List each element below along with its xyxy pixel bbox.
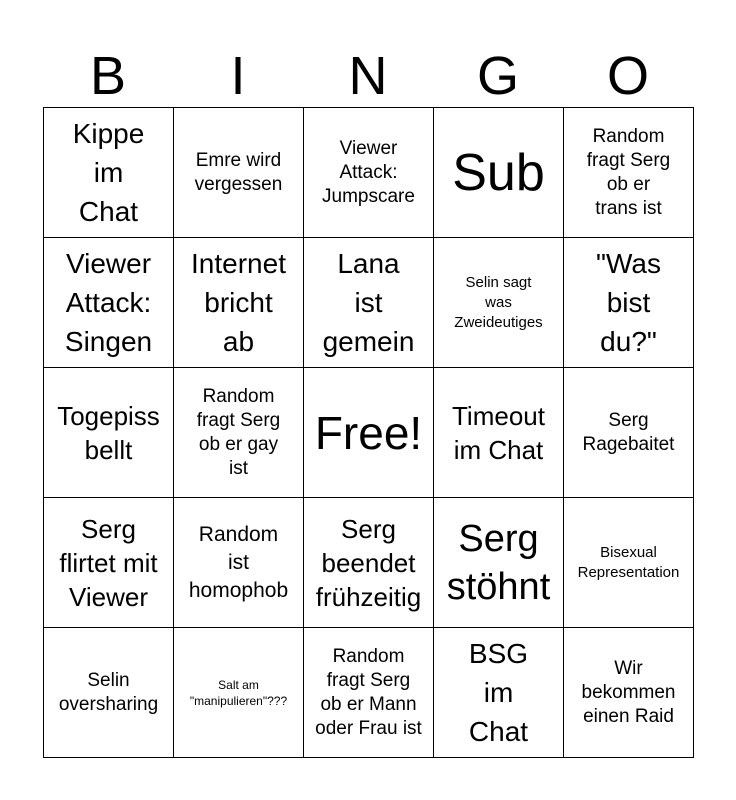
cell-text: Sub <box>452 143 545 202</box>
cell-text: Lana ist gemein <box>322 248 415 357</box>
cell-text: Serg flirtet mit Viewer <box>59 513 158 612</box>
cell-text: Wir bekommen einen Raid <box>581 657 676 727</box>
bingo-board <box>43 107 694 758</box>
bingo-cell free-space[interactable] <box>304 368 434 498</box>
bingo-cell[interactable] <box>44 498 174 628</box>
cell-text: Serg Ragebaitet <box>582 409 675 455</box>
bingo-cell[interactable] <box>44 368 174 498</box>
bingo-cell[interactable] <box>564 368 694 498</box>
bingo-cell[interactable] <box>304 498 434 628</box>
bingo-header <box>43 46 693 106</box>
cell-text: Serg beendet frühzeitig <box>315 513 422 612</box>
header-letter-b: B <box>89 46 127 106</box>
bingo-cell[interactable] <box>174 628 304 758</box>
bingo-cell[interactable] <box>44 238 174 368</box>
bingo-cell[interactable] <box>564 498 694 628</box>
cell-text: Timeout im Chat <box>452 400 545 465</box>
bingo-cell[interactable] <box>564 628 694 758</box>
bingo-cell[interactable] <box>44 628 174 758</box>
bingo-cell[interactable] <box>174 108 304 238</box>
bingo-cell[interactable] <box>434 108 564 238</box>
cell-text: Free! <box>314 406 423 459</box>
cell-text: Viewer Attack: Singen <box>64 248 153 357</box>
cell-text: BSG im Chat <box>468 638 529 747</box>
cell-text: Emre wird vergessen <box>194 149 283 195</box>
cell-text: "Was bist du?" <box>596 248 661 357</box>
bingo-cell[interactable] <box>564 238 694 368</box>
cell-text: Random ist homophob <box>188 522 289 602</box>
bingo-cell[interactable] <box>174 368 304 498</box>
bingo-cell[interactable] <box>174 238 304 368</box>
cell-text: Random fragt Serg ob er trans ist <box>586 125 671 219</box>
cell-text: Selin sagt was Zweideutiges <box>454 273 543 331</box>
cell-text: Kippe im Chat <box>72 118 145 227</box>
cell-text: Togepiss bellt <box>57 400 160 465</box>
header-letter-o: O <box>606 46 649 106</box>
bingo-cell[interactable] <box>434 498 564 628</box>
bingo-cell[interactable] <box>304 628 434 758</box>
cell-text: Serg stöhnt <box>446 517 551 608</box>
cell-text: Salt am "manipulieren"??? <box>189 677 288 708</box>
cell-text: Random fragt Serg ob er gay ist <box>196 385 281 479</box>
header-letter-i: I <box>230 46 246 106</box>
header-letter-n: N <box>348 46 388 106</box>
bingo-cell[interactable] <box>174 498 304 628</box>
cell-text: Selin oversharing <box>58 669 159 715</box>
bingo-cell[interactable] <box>434 628 564 758</box>
cell-text: Viewer Attack: Jumpscare <box>322 137 415 207</box>
cell-text: Internet bricht ab <box>191 248 286 357</box>
bingo-cell[interactable] <box>434 238 564 368</box>
cell-text: Bisexual Representation <box>577 543 680 581</box>
header-letter-g: G <box>476 46 519 106</box>
bingo-cell[interactable] <box>304 108 434 238</box>
bingo-cell[interactable] <box>564 108 694 238</box>
bingo-cell[interactable] <box>434 368 564 498</box>
bingo-cell[interactable] <box>304 238 434 368</box>
bingo-cell[interactable] <box>44 108 174 238</box>
cell-text: Random fragt Serg ob er Mann oder Frau ist <box>315 645 422 739</box>
